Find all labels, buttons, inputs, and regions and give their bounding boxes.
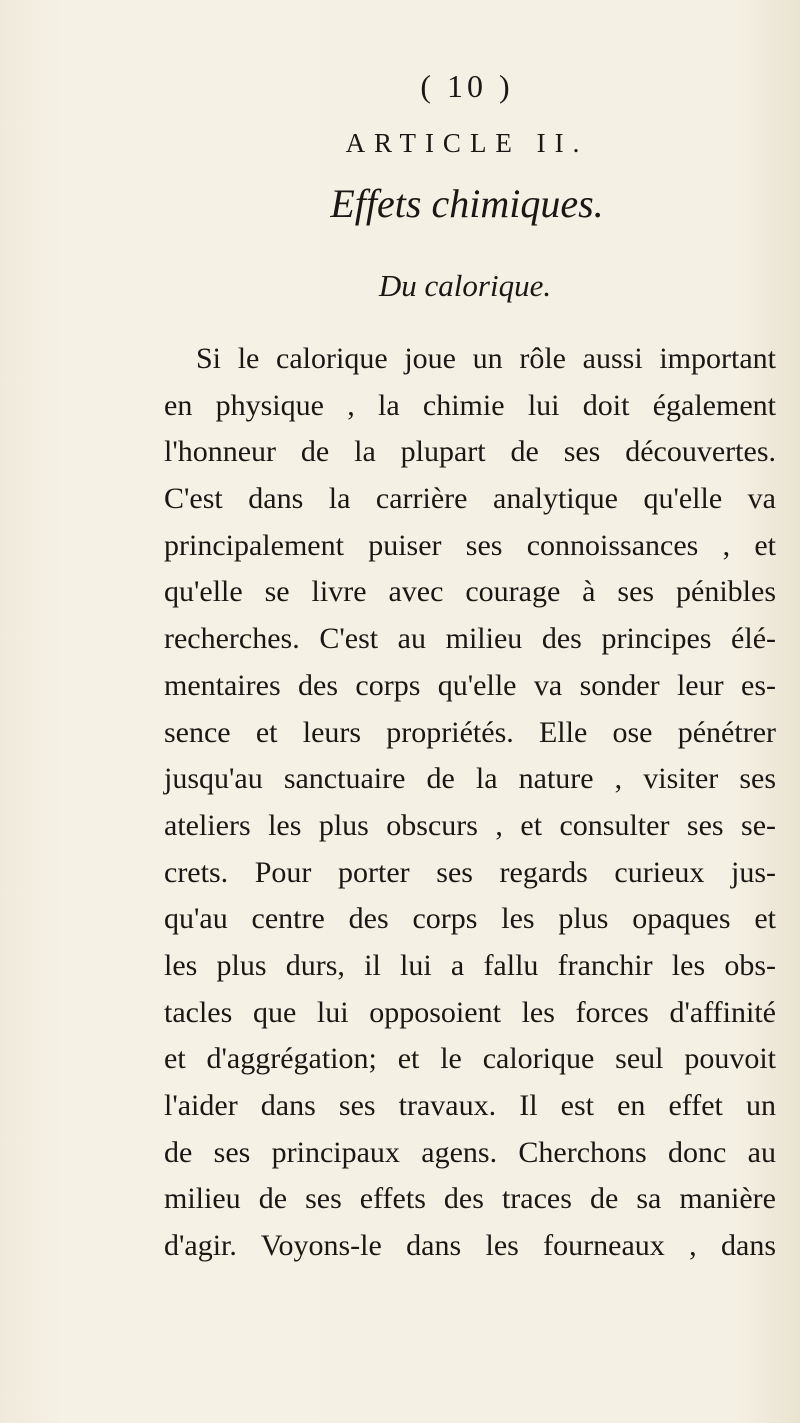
text-line: principalement puiser ses connoissances , et <box>164 528 776 562</box>
article-heading: ARTICLE II. <box>345 128 589 158</box>
text-line: de ses principaux agens. Cherchons donc au <box>164 1135 776 1169</box>
text-line: milieu de ses effets des traces de sa manière <box>164 1182 776 1216</box>
text-line: l'aider dans ses travaux. Il est en effet un <box>164 1089 776 1122</box>
text-line: ateliers les plus obscurs , et consulter ses se- <box>164 808 776 842</box>
text-line: mentaires des corps qu'elle va sonder leur es- <box>164 668 776 702</box>
text-line: qu'elle se livre avec courage à ses pénibles <box>164 575 776 609</box>
text-line: recherches. C'est au milieu des principes élé- <box>164 622 776 656</box>
text-line: Si le calorique joue un rôle aussi important <box>196 342 776 375</box>
page-number: ( 10 ) <box>420 68 514 104</box>
text-line: en physique , la chimie lui doit également <box>164 388 776 422</box>
text-line: et d'aggrégation; et le calorique seul pouvoit <box>164 1042 776 1076</box>
text-line: jusqu'au sanctuaire de la nature , visiter ses <box>164 762 776 796</box>
text-line: C'est dans la carrière analytique qu'elle va <box>164 482 776 516</box>
text-line: sence et leurs propriétés. Elle ose pénétrer <box>164 715 776 749</box>
body-paragraph <box>164 336 776 1270</box>
text-line: les plus durs, il lui a fallu franchir les obs- <box>164 948 776 982</box>
text-line: crets. Pour porter ses regards curieux jus- <box>164 855 776 889</box>
subsection-title: Du calorique. <box>378 268 552 303</box>
text-line: l'honneur de la plupart de ses découvertes. <box>164 435 776 469</box>
text-line: qu'au centre des corps les plus opaques et <box>164 902 776 936</box>
section-title: Effets chimiques. <box>330 181 604 226</box>
text-line: d'agir. Voyons-le dans les fourneaux , dans <box>164 1229 776 1263</box>
text-line: tacles que lui opposoient les forces d'affinité <box>164 995 776 1029</box>
